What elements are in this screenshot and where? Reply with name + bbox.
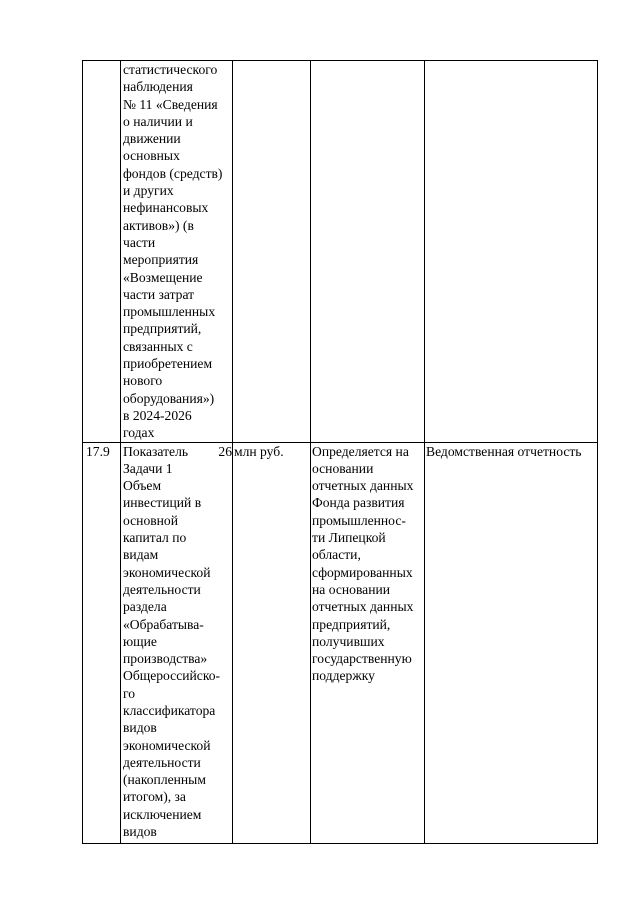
indicator-line: о наличии и xyxy=(123,113,193,129)
source-text: Ведомственная отчетность xyxy=(426,443,582,459)
method-cell xyxy=(311,61,425,443)
table-row xyxy=(83,442,598,843)
indicator-line: видов xyxy=(123,720,157,736)
indicator-line: предприятий, xyxy=(123,321,202,337)
indicator-line: наблюдения xyxy=(123,79,193,95)
indicator-line: основной xyxy=(123,512,179,528)
table-row xyxy=(83,61,598,443)
indicator-line: Общероссийско- xyxy=(123,668,221,684)
indicator-line: деятельности xyxy=(123,754,201,770)
indicator-line: части xyxy=(123,234,156,250)
indicator-line: исключением xyxy=(123,806,202,822)
indicator-line: (накопленным xyxy=(123,772,206,788)
indicator-line: деятельности xyxy=(123,581,201,597)
unit-cell: млн руб. xyxy=(233,442,311,843)
indicator-line: «Обрабатыва- xyxy=(123,616,204,632)
indicator-line: фондов (средств) xyxy=(123,165,223,181)
method-line: на основании xyxy=(312,581,391,597)
indicator-line: производства» xyxy=(123,651,208,667)
row-number-cell xyxy=(83,61,121,443)
indicator-line: инвестиций в xyxy=(123,495,202,511)
method-cell xyxy=(311,442,425,843)
source-cell xyxy=(425,442,598,843)
method-line: ти Липецкой xyxy=(312,530,386,546)
indicator-line: статистического xyxy=(123,62,218,77)
indicator-line: итогом), за xyxy=(123,789,186,805)
indicator-cell xyxy=(121,61,233,443)
indicator-line: части затрат xyxy=(123,286,195,302)
source-cell xyxy=(425,61,598,443)
method-line: промышленнос- xyxy=(312,512,406,528)
indicator-line: мероприятия xyxy=(123,252,199,268)
method-line: основании xyxy=(312,460,374,476)
method-line: Определяется на xyxy=(312,443,409,459)
indicator-line: промышленных xyxy=(123,304,216,320)
indicator-line: классификатора xyxy=(123,702,216,718)
indicator-line: экономической xyxy=(123,737,211,753)
indicator-line: раздела xyxy=(123,599,167,615)
indicator-line: приобретением xyxy=(123,356,213,372)
row-number-cell: 17.9 xyxy=(83,442,121,843)
indicator-title-word: Показатель xyxy=(123,443,189,459)
indicator-line: в 2024-2026 xyxy=(123,407,192,423)
indicator-line: активов») (в xyxy=(123,217,194,233)
unit-cell xyxy=(233,61,311,443)
method-line: сформированных xyxy=(312,564,413,580)
method-line: государственную xyxy=(312,651,412,667)
indicator-cell xyxy=(121,442,233,843)
indicator-line: капитал по xyxy=(123,530,187,546)
indicator-line: «Возмещение xyxy=(123,269,203,285)
indicator-line: Задачи 1 xyxy=(123,460,173,476)
indicator-line: Объем xyxy=(123,478,162,494)
method-line: предприятий, xyxy=(312,616,391,632)
indicator-line: нового xyxy=(123,373,163,389)
method-line: отчетных данных xyxy=(312,478,414,494)
indicator-line: связанных с xyxy=(123,338,193,354)
method-line: области, xyxy=(312,547,361,563)
indicator-line: и других xyxy=(123,183,174,199)
indicator-line: ющие xyxy=(123,633,157,649)
indicator-line: видов xyxy=(123,824,157,840)
indicator-line: годах xyxy=(123,425,155,441)
indicator-line: оборудования») xyxy=(123,390,215,406)
indicator-line: экономической xyxy=(123,564,211,580)
indicator-line: нефинансовых xyxy=(123,200,209,216)
indicators-table xyxy=(82,60,598,844)
method-line: отчетных данных xyxy=(312,599,414,615)
indicator-line: движении xyxy=(123,131,181,147)
indicator-line: го xyxy=(123,685,136,701)
indicator-line: видам xyxy=(123,547,159,563)
method-line: получивших xyxy=(312,633,385,649)
indicator-number: 26 xyxy=(218,443,232,459)
indicator-line: основных xyxy=(123,148,180,164)
method-line: поддержку xyxy=(312,668,375,684)
method-line: Фонда развития xyxy=(312,495,405,511)
indicator-first-line xyxy=(123,443,232,460)
indicator-line: № 11 «Сведения xyxy=(123,96,218,112)
